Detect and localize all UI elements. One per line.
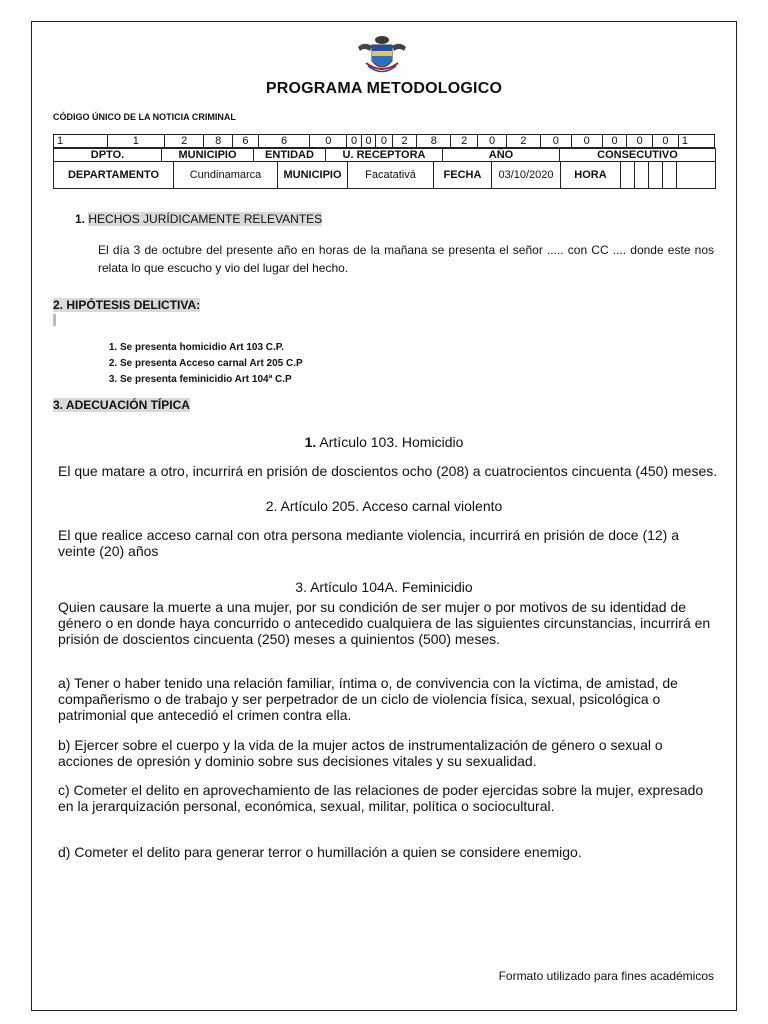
code-digit: 0 bbox=[571, 135, 602, 148]
code-digit: 6 bbox=[258, 135, 309, 148]
code-digit: 0 bbox=[478, 135, 507, 148]
clause-b: b) Ejercer sobre el cuerpo y la vida de la mujer actos de instrumentalización de género o sexual o acciones de opresión y dominio sobre sus decisiones vitales y su sexualidad. bbox=[58, 737, 663, 769]
code-digit: 1 bbox=[54, 135, 108, 148]
coat-of-arms-icon bbox=[354, 33, 410, 75]
article-3-title: 3. Artículo 104A. Feminicidio bbox=[295, 579, 473, 595]
header-receptora: U. RECEPTORA bbox=[326, 149, 443, 162]
mun-value: Facatativá bbox=[348, 162, 434, 189]
cursor-marker bbox=[53, 314, 56, 326]
article-1-heading: Artículo 103. Homicidio bbox=[319, 434, 464, 450]
hypothesis-list bbox=[98, 340, 303, 388]
page-title: PROGRAMA METODOLOGICO bbox=[265, 80, 503, 97]
article-1-number: 1. bbox=[304, 434, 317, 450]
hour-cell bbox=[635, 162, 649, 189]
location-table bbox=[53, 161, 716, 189]
code-digit: 0 bbox=[602, 135, 627, 148]
code-digit: 0 bbox=[627, 135, 653, 148]
code-digit: 0 bbox=[653, 135, 679, 148]
code-digit: 0 bbox=[376, 135, 392, 148]
date-value: 03/10/2020 bbox=[492, 162, 561, 189]
section-1-heading bbox=[75, 212, 322, 226]
code-digit: 2 bbox=[506, 135, 540, 148]
code-digit: 0 bbox=[540, 135, 571, 148]
hypothesis-item: 2. Se presenta Acceso carnal Art 205 C.P bbox=[120, 356, 303, 372]
clause-d: d) Cometer el delito para generar terror o humillación a quien se considere enemigo. bbox=[58, 844, 582, 860]
hour-cell bbox=[663, 162, 677, 189]
article-2-title: 2. Artículo 205. Acceso carnal violento bbox=[265, 498, 503, 514]
hypothesis-item: 1. Se presenta homicidio Art 103 C.P. bbox=[120, 340, 303, 356]
code-digit: 1 bbox=[107, 135, 165, 148]
article-1-title bbox=[0, 434, 768, 450]
header-dpto: DPTO. bbox=[54, 149, 162, 162]
code-digit: 0 bbox=[361, 135, 375, 148]
article-1-text: El que matare a otro, incurrirá en prisión de doscientos ocho (208) a cuatrocientos cincuenta (450) meses. bbox=[58, 463, 718, 479]
section-3-heading: 3. ADECUACIÓN TÍPICA bbox=[53, 398, 190, 412]
dept-value: Cundinamarca bbox=[174, 162, 278, 189]
code-header-table bbox=[53, 148, 716, 162]
code-digit: 6 bbox=[233, 135, 259, 148]
dept-label: DEPARTAMENTO bbox=[54, 162, 174, 189]
mun-label: MUNICIPIO bbox=[278, 162, 348, 189]
code-digit: 2 bbox=[392, 135, 417, 148]
code-digit: 8 bbox=[417, 135, 451, 148]
section-1-title: HECHOS JURÍDICAMENTE RELEVANTES bbox=[88, 212, 323, 226]
code-digit: 1 bbox=[678, 135, 714, 148]
section-2-heading: 2. HIPÓTESIS DELICTIVA: bbox=[53, 298, 201, 312]
hypothesis-item: 3. Se presenta feminicidio Art 104ª C.P bbox=[120, 372, 303, 388]
code-digit: 0 bbox=[347, 135, 361, 148]
hour-cell bbox=[677, 162, 716, 189]
section-1-text: El día 3 de octubre del presente año en horas de la mañana se presenta el señor ..... con CC .... donde este nos relata lo que escucho y vio del lugar del hecho. bbox=[98, 243, 714, 275]
code-label: CÓDIGO ÚNICO DE LA NOTICIA CRIMINAL bbox=[53, 112, 236, 122]
article-3-text: Quien causare la muerte a una mujer, por su condición de ser mujer o por motivos de su identidad de género o en donde haya concurrido o antecedido cualquiera de las siguientes circunstancias, incurrirá en prisión de doscientos cincuenta (250) meses a quinientos (500) meses. bbox=[58, 599, 711, 647]
hour-label: HORA bbox=[561, 162, 621, 189]
header-municipio: MUNICIPIO bbox=[162, 149, 254, 162]
article-2-text: El que realice acceso carnal con otra persona mediante violencia, incurrirá en prisión de doce (12) a veinte (20) años bbox=[58, 527, 680, 559]
code-digits-table bbox=[53, 134, 715, 148]
code-digit: 2 bbox=[451, 135, 478, 148]
hour-cell bbox=[649, 162, 663, 189]
section-1-number: 1. bbox=[75, 212, 86, 226]
code-digit: 0 bbox=[310, 135, 347, 148]
date-label: FECHA bbox=[434, 162, 492, 189]
hour-cell bbox=[621, 162, 635, 189]
code-digit: 8 bbox=[204, 135, 233, 148]
header-entidad: ENTIDAD bbox=[254, 149, 326, 162]
clause-a: a) Tener o haber tenido una relación familiar, íntima o, de convivencia con la víctima, de amistad, de compañerismo o de trabajo y ser perpetrador de un ciclo de violencia física, sexual, psicológica o patrimonial que antecedió el crimen contra ella. bbox=[58, 675, 678, 723]
code-digit: 2 bbox=[165, 135, 204, 148]
clause-c: c) Cometer el delito en aprovechamiento de las relaciones de poder ejercidas sobre la mujer, expresado en la jerarquización personal, económica, sexual, militar, política o sociocultural. bbox=[58, 782, 704, 814]
header-consecutivo: CONSECUTIVO bbox=[560, 149, 716, 162]
footer-note: Formato utilizado para fines académicos bbox=[498, 969, 714, 983]
header-anio: AÑO bbox=[443, 149, 560, 162]
